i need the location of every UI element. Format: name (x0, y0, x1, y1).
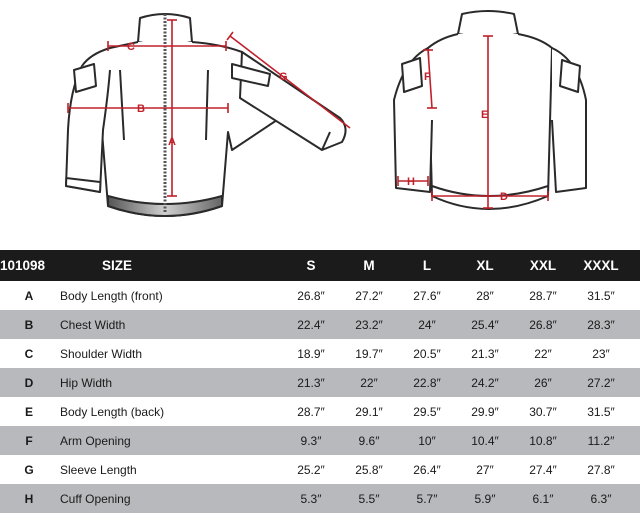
size-col-header: L (398, 250, 456, 281)
jacket-back-icon (394, 11, 586, 209)
table-row (0, 368, 640, 397)
row-measurement-name: Hip Width (58, 368, 282, 397)
table-cell: 24″ (398, 310, 456, 339)
dim-label-e: E (481, 109, 489, 121)
table-cell: 29.1″ (340, 397, 398, 426)
table-cell: 28″ (456, 281, 514, 310)
table-cell: 5.3″ (282, 484, 340, 513)
size-header: SIZE (58, 250, 282, 281)
table-cell: 22.8″ (398, 368, 456, 397)
size-col-header: M (340, 250, 398, 281)
table-cell: 11.2″ (572, 426, 630, 455)
dim-label-a: A (168, 136, 176, 148)
table-cell: 9.3″ (282, 426, 340, 455)
table-cell: 29.5″ (398, 397, 456, 426)
row-measurement-name: Sleeve Length (58, 455, 282, 484)
table-row (0, 397, 640, 426)
table-cell: 31.5″ (572, 281, 630, 310)
table-header-row (0, 250, 640, 281)
table-cell: 22″ (514, 339, 572, 368)
table-cell: 27.2″ (572, 368, 630, 397)
size-col-header: S (282, 250, 340, 281)
table-cell: 27.4″ (514, 455, 572, 484)
table-cell: 26.8″ (282, 281, 340, 310)
jacket-measurement-diagram (0, 0, 640, 250)
row-letter: G (0, 455, 58, 484)
row-measurement-name: Cuff Opening (58, 484, 282, 513)
table-cell: 10.8″ (514, 426, 572, 455)
table-cell: 28.7″ (282, 397, 340, 426)
table-cell: 25.4″ (456, 310, 514, 339)
size-chart-table (0, 250, 640, 513)
row-letter: E (0, 397, 58, 426)
table-cell: 20.5″ (398, 339, 456, 368)
table-cell: 5.7″ (398, 484, 456, 513)
table-cell: 22″ (340, 368, 398, 397)
table-cell: 5.9″ (456, 484, 514, 513)
table-cell: 27″ (456, 455, 514, 484)
table-cell: 21.3″ (282, 368, 340, 397)
row-measurement-name: Body Length (front) (58, 281, 282, 310)
dim-label-c: C (127, 41, 135, 53)
table-cell: 27.8″ (572, 455, 630, 484)
table-cell: 9.6″ (340, 426, 398, 455)
dim-label-b: B (137, 103, 145, 115)
row-measurement-name: Arm Opening (58, 426, 282, 455)
table-cell: 26″ (514, 368, 572, 397)
table-cell: 10.4″ (456, 426, 514, 455)
table-cell: 21.3″ (456, 339, 514, 368)
table-cell: 23.2″ (340, 310, 398, 339)
size-col-header: XXL (514, 250, 572, 281)
table-row (0, 310, 640, 339)
table-cell: 26.8″ (514, 310, 572, 339)
table-cell: 25.8″ (340, 455, 398, 484)
dim-label-h: H (407, 176, 415, 188)
table-cell: 30.7″ (514, 397, 572, 426)
table-cell: 25.2″ (282, 455, 340, 484)
table-cell: 29.9″ (456, 397, 514, 426)
table-cell: 6.3″ (572, 484, 630, 513)
row-measurement-name: Shoulder Width (58, 339, 282, 368)
row-letter: D (0, 368, 58, 397)
table-cell: 23″ (572, 339, 630, 368)
table-row (0, 339, 640, 368)
table-cell: 24.2″ (456, 368, 514, 397)
table-row (0, 426, 640, 455)
table-cell: 26.4″ (398, 455, 456, 484)
dim-label-g: G (279, 71, 288, 83)
row-measurement-name: Body Length (back) (58, 397, 282, 426)
table-cell: 27.2″ (340, 281, 398, 310)
table-cell: 6.1″ (514, 484, 572, 513)
table-row (0, 455, 640, 484)
row-letter: H (0, 484, 58, 513)
table-cell: 28.3″ (572, 310, 630, 339)
product-code: 101098 (0, 250, 58, 281)
row-letter: B (0, 310, 58, 339)
table-row (0, 484, 640, 513)
table-cell: 18.9″ (282, 339, 340, 368)
row-letter: C (0, 339, 58, 368)
table-cell: 28.7″ (514, 281, 572, 310)
row-letter: A (0, 281, 58, 310)
table-cell: 10″ (398, 426, 456, 455)
size-col-header: XXXL (572, 250, 630, 281)
table-cell: 22.4″ (282, 310, 340, 339)
row-measurement-name: Chest Width (58, 310, 282, 339)
table-cell: 27.6″ (398, 281, 456, 310)
table-cell: 19.7″ (340, 339, 398, 368)
table-cell: 5.5″ (340, 484, 398, 513)
table-row (0, 281, 640, 310)
table-cell: 31.5″ (572, 397, 630, 426)
dim-label-f: F (424, 71, 431, 83)
row-letter: F (0, 426, 58, 455)
dim-label-d: D (500, 191, 508, 203)
size-col-header: XL (456, 250, 514, 281)
